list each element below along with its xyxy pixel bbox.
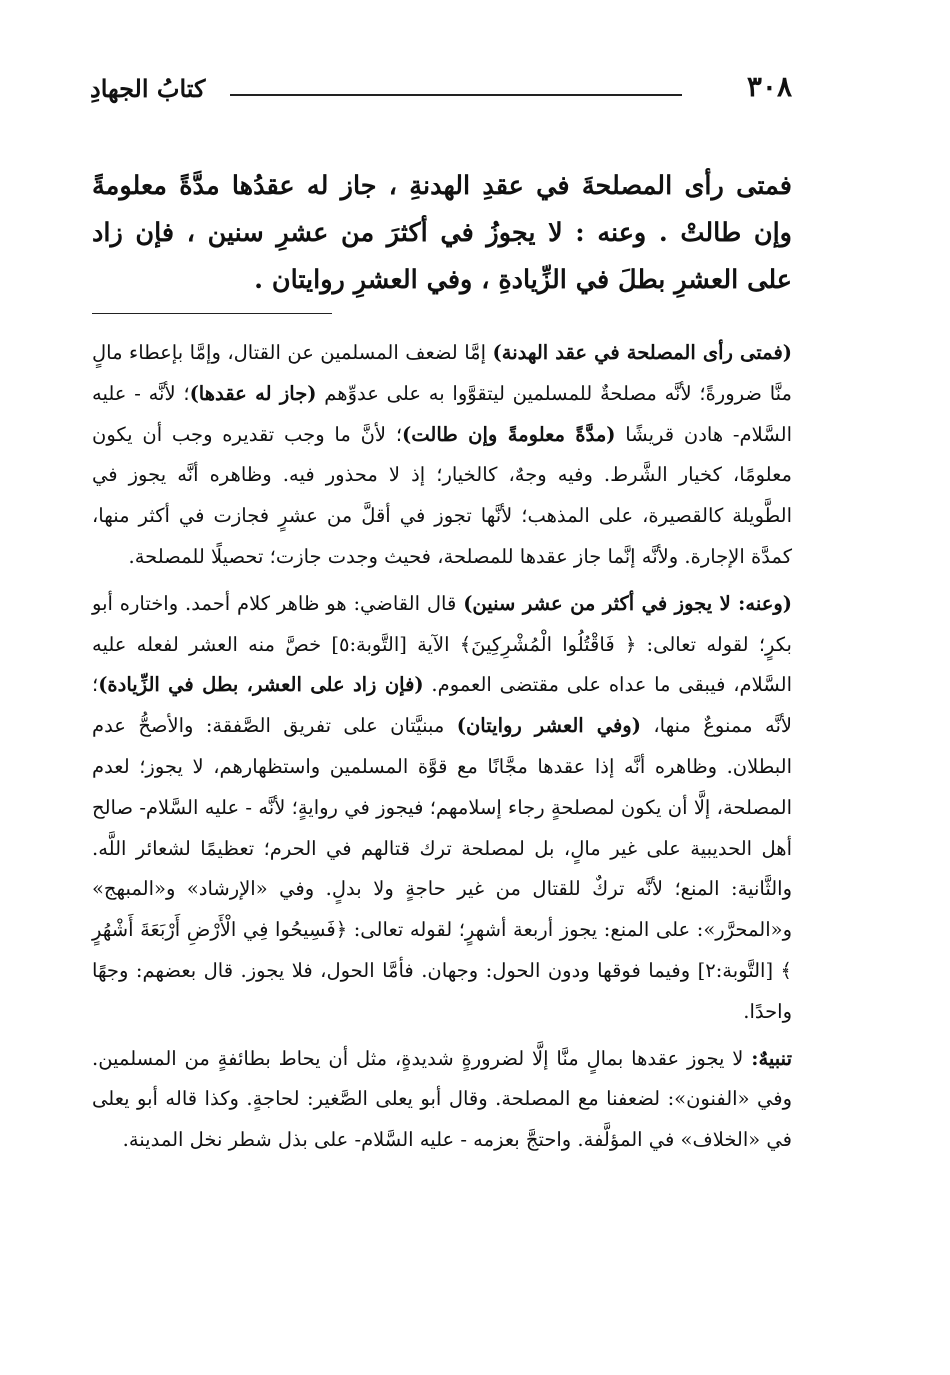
book-title: كتابُ الجهادِ <box>90 74 206 103</box>
note-label: تنبيهٌ: <box>751 1046 792 1070</box>
separator-rule <box>92 313 332 314</box>
commentary <box>92 333 792 1161</box>
main-text: فمتى رأى المصلحةَ في عقدِ الهدنةِ ، جاز له عقدُها مدَّةً معلومةً وإن طالتْ . وعنه : لا يجوزُ في أكثرَ من عشرِ سنين ، فإن زاد على العشرِ بطلَ في الزِّيادةِ ، وفي العشرِ روايتان . <box>92 171 792 295</box>
quoted-phrase: (وفي العشر روايتان) <box>456 714 641 738</box>
commentary-paragraph-3 <box>92 1039 792 1161</box>
commentary-text: لا يجوز عقدها بمالٍ منَّا إلَّا لضرورةٍ شديدةٍ، مثل أن يحاط بطائفةٍ من المسلمين. وفي «الفنون»: لضعفنا مع المصلحة. وقال أبو يعلى الصَّغير: لحاجةٍ. وكذا قاله أبو يعلى في «الخلاف» في المؤلَّفة. واحتجَّ بعزمه - عليه السَّلام- على بذل شطر نخل المدينة. <box>92 1046 792 1152</box>
commentary-text: ؛ لأنَّه ممنوعٌ منها، <box>92 673 792 738</box>
commentary-text: قال القاضي: هو ظاهر كلام أحمد. واختاره أبو بكرٍ؛ لقوله تعالى: ﴿ فَاقْتُلُوا الْمُشْرِكِينَ﴾ الآية [التَّوبة:٥] خصَّ منه العشر لفعله عليه السَّلام، فيبقى ما عداه على مقتضى العموم. <box>92 591 793 697</box>
quoted-phrase: (فإن زاد على العشر، بطل في الزِّيادة) <box>98 673 424 697</box>
quoted-phrase: (وعنه: لا يجوز في أكثر من عشر سنين) <box>463 591 793 615</box>
page-header <box>90 70 792 120</box>
commentary-paragraph-1 <box>92 333 792 578</box>
quoted-phrase: (جاز له عقدها) <box>189 381 317 405</box>
commentary-text: مبنيَّتان على تفريق الصَّفقة: والأصحُّ عدم البطلان. وظاهره أنَّه إذا عقدها مجَّانًا مع قوَّة المسلمين واستظهارهم، لا يجوز؛ لعدم المصلحة، إلَّا أن يكون لمصلحةٍ رجاء إسلامهم؛ فيجوز في روايةٍ؛ لأنَّه - عليه السَّلام- صالح أهل الحديبية على غير مالٍ، بل لمصلحة ترك قتالهم في الحرم؛ تعظيمًا لشعائر اللَّه. والثَّانية: المنع؛ لأنَّه تركٌ للقتال من غير حاجةٍ ولا بدلٍ. وفي «الإرشاد» و«المبهج» و«المحرَّر»: على المنع: يجوز أربعة أشهرٍ؛ لقوله تعالى: ﴿فَسِيحُوا فِي الْأَرْضِ أَرْبَعَةَ أَشْهُرٍ ﴾ [التَّوبة:٢] وفيما فوقها ودون الحول: وجهان. فأمَّا الحول، فلا يجوز. قال بعضهم: وجهًا واحدًا. <box>92 714 792 1023</box>
commentary-text: ؛ لأنَّه - عليه السَّلام- هادن قريشًا <box>92 381 792 446</box>
commentary-paragraph-2 <box>92 584 792 1033</box>
commentary-text: ؛ لأنَّ ما وجب تقديره وجب أن يكون معلومًا، كخيار الشَّرط. وفيه وجهٌ، كالخيار؛ إذ لا محذور فيه. وظاهره أنَّه يجوز في الطَّويلة كالقصيرة، على المذهب؛ لأنَّها تجوز في أقلَّ من عشرٍ فجازت في أكثر منها، كمدَّة الإجارة. ولأنَّه إنَّما جاز عقدها للمصلحة، فحيث وجدت جازت؛ تحصيلًا للمصلحة. <box>92 422 792 568</box>
quoted-phrase: (فمتى رأى المصلحة في عقد الهدنة) <box>492 341 792 364</box>
quoted-phrase: (مدَّةً معلومةً وإن طالت) <box>402 422 616 446</box>
page-number: ٣٠٨ <box>746 70 792 103</box>
commentary-text: إمَّا لضعف المسلمين عن القتال، وإمَّا بإعطاء مالٍ منَّا ضرورةً؛ لأنَّه مصلحةٌ للمسلمين ليتقوَّوا به على عدوِّهم <box>92 341 792 405</box>
header-rule <box>230 94 682 96</box>
